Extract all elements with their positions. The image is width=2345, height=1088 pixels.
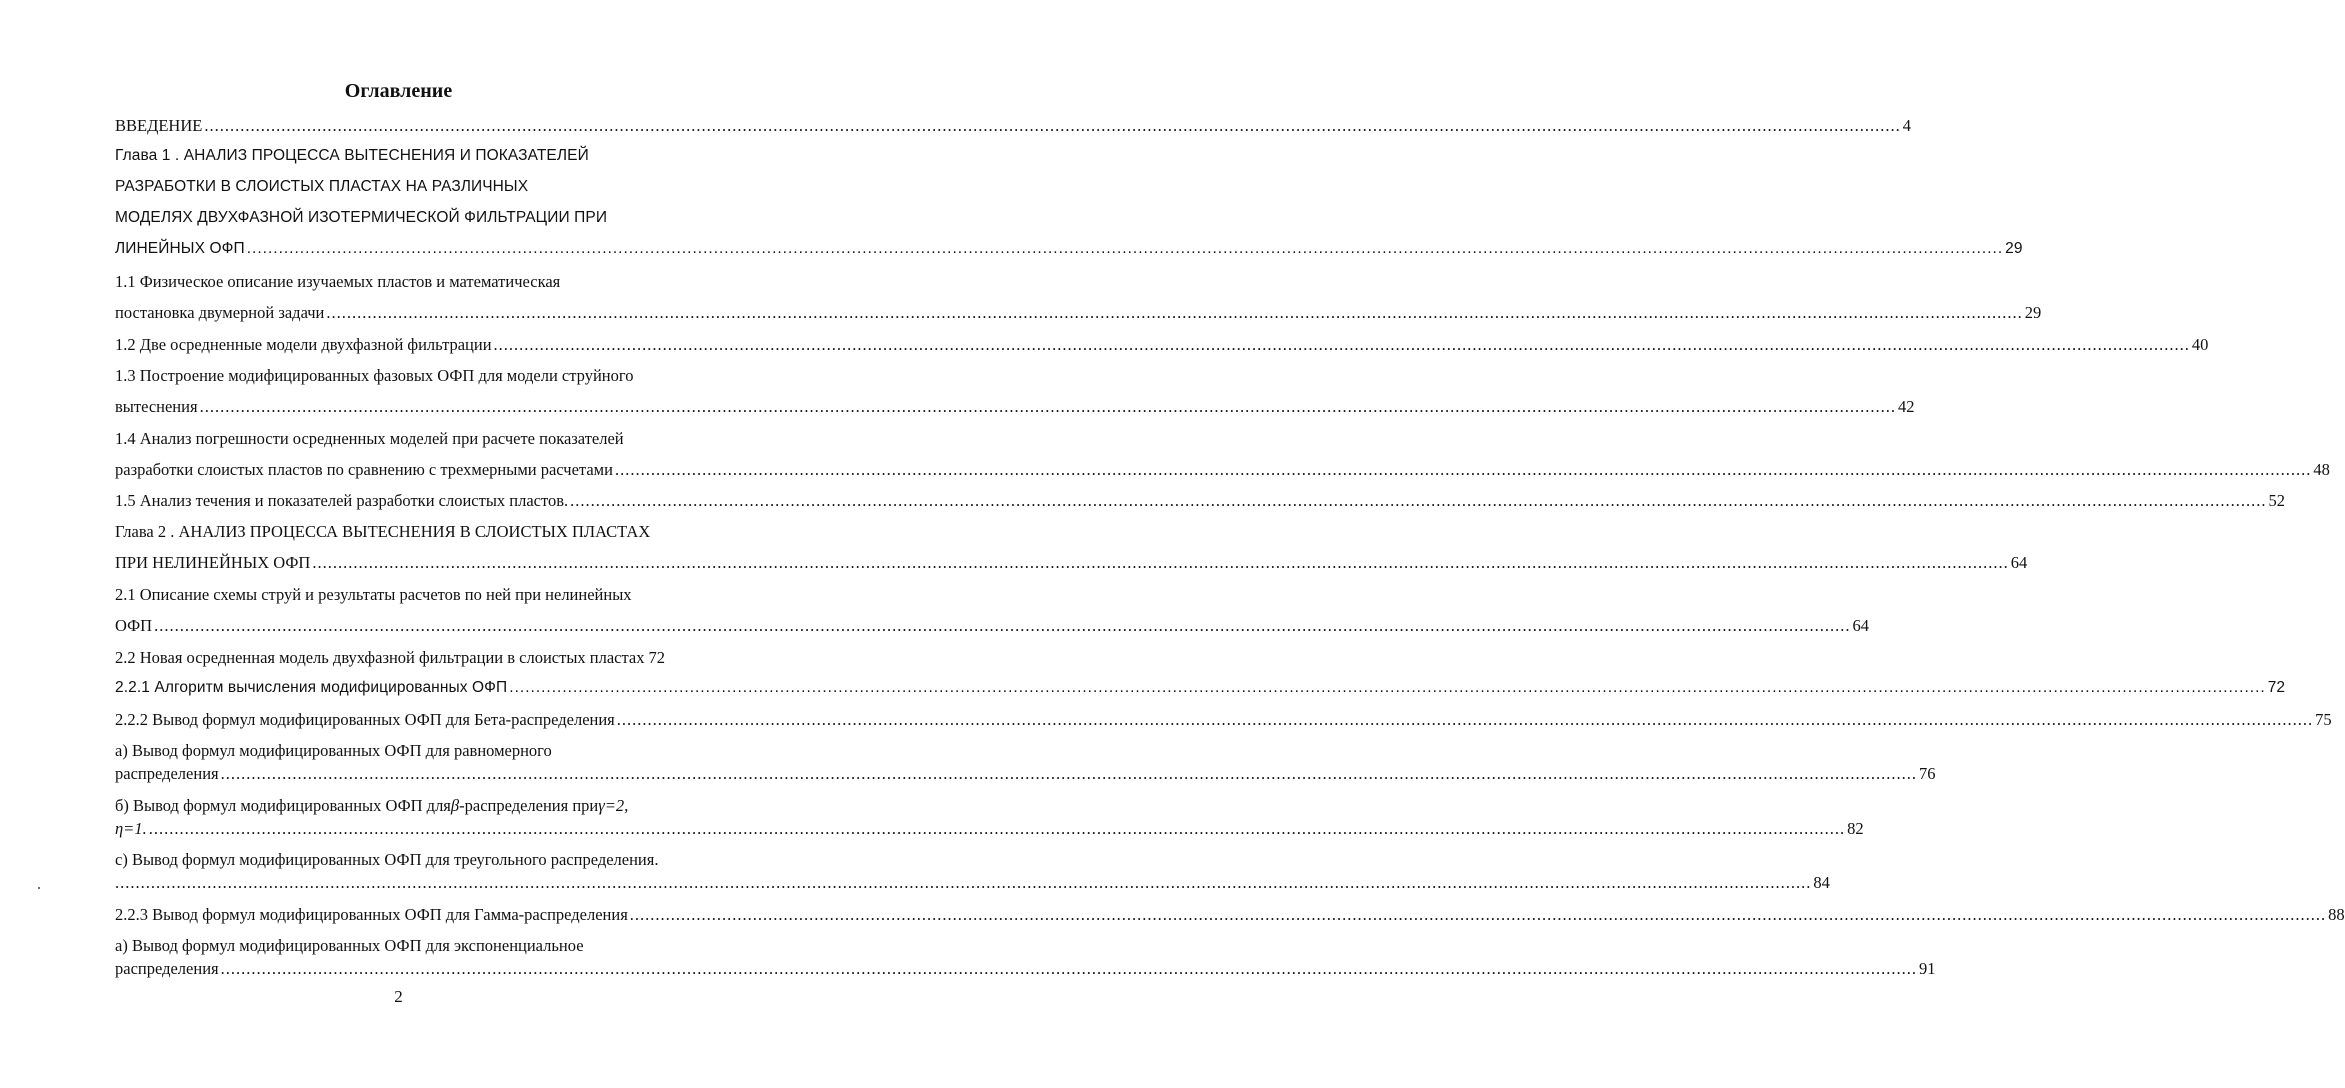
toc-page-number: 76 bbox=[1918, 764, 1936, 783]
toc-page-number: 64 bbox=[2010, 553, 2028, 572]
toc-entry-introduction[interactable]: ВВЕДЕНИЕ ..... 4 bbox=[115, 116, 740, 136]
leader-dots bbox=[617, 710, 2313, 730]
toc-page-number: 40 bbox=[2191, 335, 2209, 354]
toc-page-number: 82 bbox=[1847, 819, 1864, 838]
toc-page-number: 52 bbox=[2268, 491, 2286, 510]
toc-page-number: 72 bbox=[2267, 679, 2286, 696]
toc-page-number: 88 bbox=[2328, 905, 2345, 924]
leader-dots bbox=[221, 959, 1917, 979]
toc-entry-2-1-line: 2.1 Описание схемы струй и результаты расчетов по ней при нелинейных bbox=[115, 585, 632, 604]
toc-entry-chapter2-line: Глава 2 . АНАЛИЗ ПРОЦЕССА ВЫТЕСНЕНИЯ В СЛОИСТЫХ ПЛАСТАХ bbox=[115, 522, 651, 541]
leader-dots bbox=[630, 905, 2326, 925]
leader-dots bbox=[312, 553, 2008, 573]
toc-entry-chapter1-line: РАЗРАБОТКИ В СЛОИСТЫХ ПЛАСТАХ НА РАЗЛИЧНЫХ bbox=[115, 178, 529, 195]
toc-entry-uniform-line: а) Вывод формул модифицированных ОФП для равномерного bbox=[115, 741, 552, 760]
toc-entry-1-3-line: 1.3 Построение модифицированных фазовых ОФП для модели струйного bbox=[115, 366, 634, 385]
toc-page-number: 75 bbox=[2315, 710, 2332, 729]
toc-page-number: 48 bbox=[2313, 460, 2330, 479]
toc-entry-2-2-1[interactable]: 2.2.1 Алгоритм вычисления модифицированных ОФП ..... 72 bbox=[115, 679, 740, 697]
toc-entry-1-2[interactable]: 1.2 Две осредненные модели двухфазной фильтрации ..... 40 bbox=[115, 335, 740, 355]
toc-entry-2-2-3[interactable]: 2.2.3 Вывод формул модифицированных ОФП для Гамма-распределения ..... 88 bbox=[115, 905, 740, 925]
toc-page-number: 91 bbox=[1918, 959, 1936, 978]
toc-entry-beta-line: б) Вывод формул модифицированных ОФП для β -распределения при γ=2, bbox=[115, 796, 629, 815]
toc-page-number: 42 bbox=[1897, 397, 1915, 416]
toc-entry-1-5[interactable]: 1.5 Анализ течения и показателей разработки слоистых пластов. ..... 52 bbox=[115, 491, 740, 511]
leader-dots bbox=[200, 397, 1896, 417]
leader-dots bbox=[494, 335, 2190, 355]
leader-dots bbox=[326, 303, 2022, 323]
toc-entry-2-1[interactable]: ОФП ..... 64 bbox=[115, 616, 740, 636]
scan-speck bbox=[38, 887, 40, 889]
toc-entry-1-1[interactable]: постановка двумерной задачи ..... 29 bbox=[115, 303, 740, 323]
toc-entry-exponential-line: а) Вывод формул модифицированных ОФП для экспоненциальное bbox=[115, 936, 584, 955]
toc-entry-beta[interactable]: η=1. ..... 82 bbox=[115, 819, 740, 839]
toc-entry-1-4[interactable]: разработки слоистых пластов по сравнению с трехмерными расчетами ..... 48 bbox=[115, 460, 740, 480]
toc-page-number: 29 bbox=[2005, 240, 2023, 257]
toc-entry-chapter1-line: Глава 1 . АНАЛИЗ ПРОЦЕССА ВЫТЕСНЕНИЯ И ПОКАЗАТЕЛЕЙ bbox=[115, 147, 589, 164]
toc-entry-2-2[interactable]: 2.2 Новая осредненная модель двухфазной фильтрации в слоистых пластах 72 bbox=[115, 648, 665, 667]
page-number: 2 bbox=[394, 987, 403, 1006]
toc-title: Оглавление bbox=[344, 80, 453, 102]
leader-dots bbox=[509, 679, 2265, 697]
toc-page-number: 72 bbox=[648, 648, 665, 667]
toc-entry-1-1-line: 1.1 Физическое описание изучаемых пластов и математическая bbox=[115, 272, 561, 291]
toc-entry-triangular[interactable] bbox=[115, 873, 1830, 893]
leader-dots bbox=[149, 819, 1845, 839]
toc-entry-exponential[interactable]: распределения ..... 91 bbox=[115, 959, 740, 979]
leader-dots bbox=[247, 240, 2003, 258]
toc-entry-2-2-2[interactable]: 2.2.2 Вывод формул модифицированных ОФП для Бета-распределения ..... 75 bbox=[115, 710, 740, 730]
leader-dots bbox=[221, 764, 1917, 784]
toc-entry-chapter1[interactable]: ЛИНЕЙНЫХ ОФП ..... 29 bbox=[115, 240, 740, 258]
toc-entry-chapter1-line: МОДЕЛЯХ ДВУХФАЗНОЙ ИЗОТЕРМИЧЕСКОЙ ФИЛЬТРАЦИИ ПРИ bbox=[115, 209, 608, 226]
leader-dots bbox=[154, 616, 1850, 636]
toc-entry-uniform[interactable]: распределения ..... 76 bbox=[115, 764, 740, 784]
leader-dots bbox=[204, 116, 1900, 136]
toc-entry-1-4-line: 1.4 Анализ погрешности осредненных моделей при расчете показателей bbox=[115, 429, 624, 448]
toc-entry-chapter2[interactable]: ПРИ НЕЛИНЕЙНЫХ ОФП ..... 64 bbox=[115, 553, 740, 573]
leader-dots bbox=[570, 491, 2266, 511]
leader-dots bbox=[115, 873, 1811, 893]
toc-page-number: 84 bbox=[1813, 873, 1830, 892]
toc-page-number: 4 bbox=[1902, 116, 1911, 135]
toc-entry-1-3[interactable]: вытеснения ..... 42 bbox=[115, 397, 740, 417]
toc-page-number: 29 bbox=[2024, 303, 2042, 322]
toc-entry-triangular-line: с) Вывод формул модифицированных ОФП для треугольного распределения. bbox=[115, 850, 659, 869]
leader-dots bbox=[615, 460, 2311, 480]
toc-page-number: 64 bbox=[1852, 616, 1869, 635]
